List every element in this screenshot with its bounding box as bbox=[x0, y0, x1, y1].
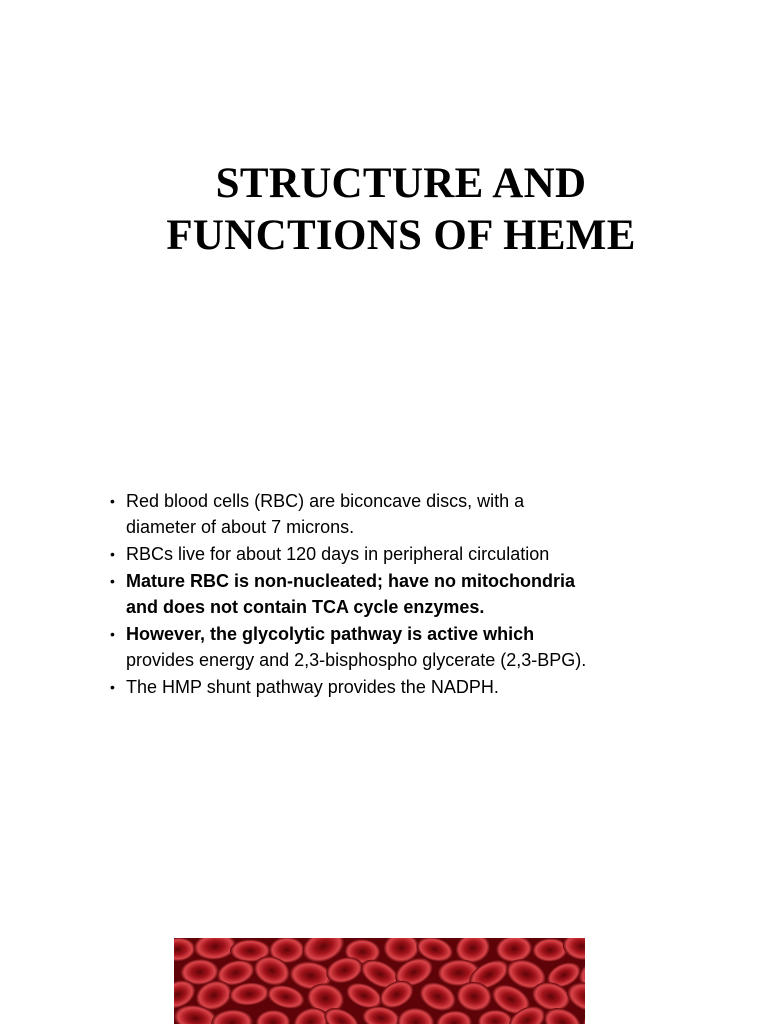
bullet-dot-icon: • bbox=[110, 573, 115, 589]
bullet-item bbox=[110, 488, 670, 540]
bullet-list bbox=[110, 488, 670, 701]
bullet-item bbox=[110, 621, 670, 673]
bullet-item bbox=[110, 674, 670, 700]
bullet-text-line: Mature RBC is non-nucleated; have no mitochondria bbox=[126, 571, 576, 591]
bullet-text-line: The HMP shunt pathway provides the NADPH. bbox=[126, 677, 499, 697]
bullet-text-line: RBCs live for about 120 days in peripheral circulation bbox=[126, 544, 550, 564]
bullet-text-line: Red blood cells (RBC) are biconcave discs, with a bbox=[126, 491, 525, 511]
title-line-2: FUNCTIONS OF HEME bbox=[166, 212, 636, 259]
red-blood-cells-illustration bbox=[174, 938, 585, 1024]
bullet-text-line: diameter of about 7 microns. bbox=[126, 517, 355, 537]
bullet-text-line: and does not contain TCA cycle enzymes. bbox=[126, 597, 485, 617]
bullet-text-line: However, the glycolytic pathway is active which bbox=[126, 624, 535, 644]
bullet-dot-icon: • bbox=[110, 679, 115, 695]
bullet-dot-icon: • bbox=[110, 493, 115, 509]
bullet-item bbox=[110, 568, 670, 620]
bullet-item bbox=[110, 541, 670, 567]
red-blood-cells-image bbox=[174, 938, 585, 1024]
bullet-dot-icon: • bbox=[110, 626, 115, 642]
slide-title bbox=[96, 158, 706, 262]
title-line-1: STRUCTURE AND bbox=[215, 160, 587, 207]
bullet-text-line: provides energy and 2,3-bisphospho glycerate (2,3-BPG). bbox=[126, 650, 587, 670]
bullet-dot-icon: • bbox=[110, 546, 115, 562]
